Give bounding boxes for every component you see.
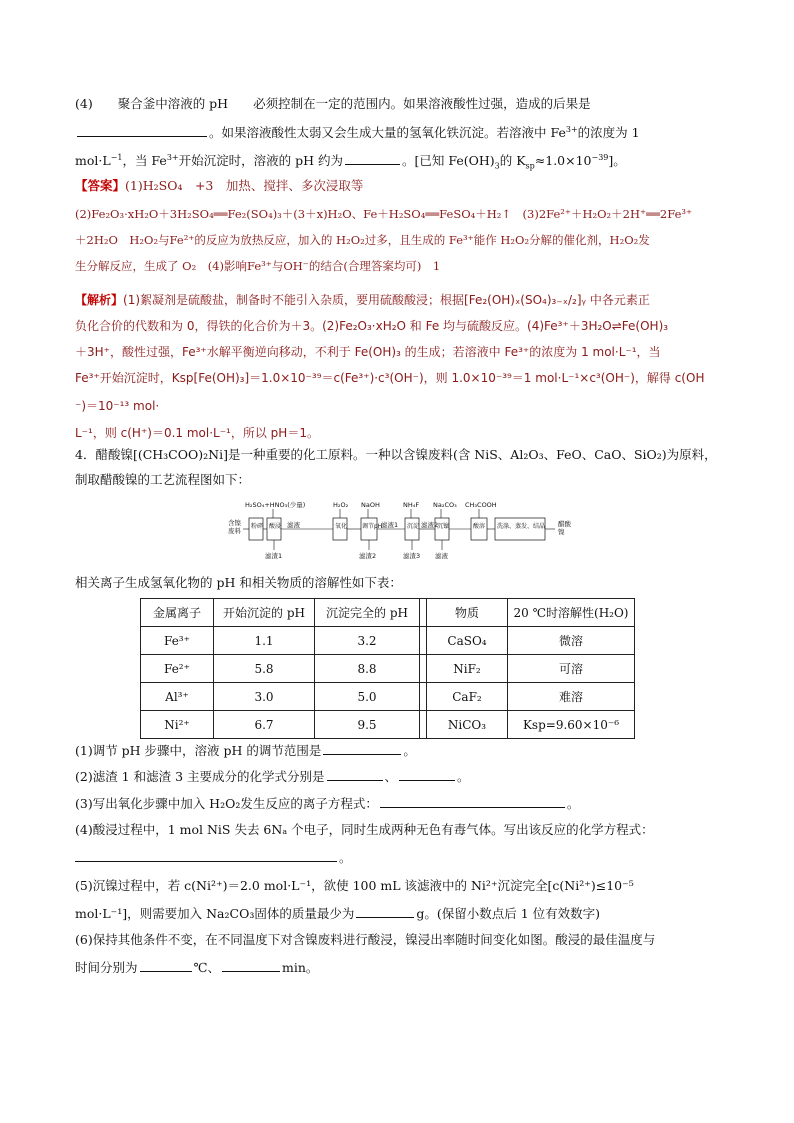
- table-cell: Al³⁺: [141, 683, 214, 711]
- table-sep: [420, 599, 427, 627]
- q4-sub4: (4)酸浸过程中，1 mol NiS 失去 6Nₐ 个电子，同时生成两种无色有毒气体。写出该反应的化学方程式：: [75, 822, 654, 837]
- table-cell: 1.1: [214, 627, 315, 655]
- flow-step: 调节pH: [362, 523, 383, 530]
- flow-reagent-arrows: [273, 509, 479, 518]
- flow-arrow-label: 滤液: [287, 521, 300, 529]
- flow-step: 酸溶: [473, 523, 486, 530]
- analysis-line2: 负化合价的代数和为 0，得铁的化合价为＋3。(2)Fe₂O₃·xH₂O 和 Fe 均与硫酸反应。(4)Fe³⁺＋3H₂O⇌Fe(OH)₃: [75, 319, 669, 333]
- q-part4-line1: (4) 聚合釜中溶液的 pH 必须控制在一定的范围内。如果溶液酸性过强，造成的后果是: [75, 96, 591, 111]
- analysis-line4: Fe³⁺开始沉淀时，Ksp[Fe(OH)₃]＝1.0×10⁻³⁹＝c(Fe³⁺)·c³(OH⁻)，则 1.0×10⁻³⁹＝1 mol·L⁻¹×c³(OH⁻)，解得 c(OH: [75, 371, 705, 385]
- answer-blank[interactable]: [77, 124, 207, 137]
- q4-sub1: (1)调节 pH 步骤中，溶液 pH 的调节范围是 。: [75, 743, 416, 758]
- table-cell: 5.0: [315, 683, 420, 711]
- flow-step: 洗涤、蒸发、结晶: [497, 523, 546, 530]
- flow-product: 镍: [558, 528, 565, 536]
- answer-blank[interactable]: [75, 849, 337, 862]
- table-cell: 5.8: [214, 655, 315, 683]
- table-cell: 6.7: [214, 711, 315, 739]
- answer-blank[interactable]: [356, 905, 414, 918]
- analysis-line5: ⁻)＝10⁻¹³ mol·: [75, 399, 160, 413]
- flow-reagent: H₂SO₄+HNO₃(少量): [245, 501, 306, 509]
- table-header: 沉淀完全的 pH: [315, 599, 420, 627]
- flow-reagents: [245, 500, 497, 509]
- table-cell: Ni²⁺: [141, 711, 214, 739]
- q4-sub5-line2: mol·L⁻¹]，则需要加入 Na₂CO₃固体的质量最少为 g。(保留小数点后 1 位有效数字): [75, 906, 600, 921]
- answer-blank[interactable]: [399, 768, 455, 781]
- flow-reagent: CH₃COOH: [465, 501, 497, 509]
- table-header: 20 ℃时溶解性(H₂O): [508, 599, 635, 627]
- table-cell: Fe³⁺: [141, 627, 214, 655]
- table-row: [141, 655, 635, 683]
- analysis-label: 【解析】: [75, 293, 124, 307]
- table-cell: CaF₂: [427, 683, 508, 711]
- flow-product: 醋酸: [558, 520, 571, 528]
- answer-blank[interactable]: [323, 742, 401, 755]
- flow-step: 沉淀: [407, 523, 420, 530]
- flow-arrows: [243, 529, 555, 550]
- table-cell: Fe²⁺: [141, 655, 214, 683]
- answer-blank[interactable]: [380, 795, 565, 808]
- answer-line3: ＋2H₂O H₂O₂与Fe²⁺的反应为放热反应，加入的 H₂O₂过多，且生成的 Fe³⁺能作 H₂O₂分解的催化剂，H₂O₂发: [75, 233, 650, 247]
- table-row: [141, 683, 635, 711]
- table-cell: 9.5: [315, 711, 420, 739]
- flow-step: 氧化: [335, 523, 348, 530]
- table-cell: Ksp=9.60×10⁻⁶: [508, 711, 635, 739]
- table-header: 金属离子: [141, 599, 214, 627]
- table-row: [141, 711, 635, 739]
- q-part4-line3: $mol\cdot L^{-1}$，当 $Fe^{3+}$开始沉淀时，溶液的 pH 约为 。[已知 $Fe(OH)_3$的 $K_{sp}\approx 1.0\times 10^{-39}$]。: [75, 152, 626, 171]
- process-flowchart: [225, 498, 575, 568]
- table-sep: [420, 711, 427, 739]
- flow-reagent: NH₄F: [403, 501, 420, 509]
- analysis-line1: 【解析】(1)絮凝剂是硫酸盐，制备时不能引入杂质，要用硫酸酸浸；根据[Fe₂(OH)ₓ(SO₄)₃₋ₓ/₂]ᵧ 中各元素正: [75, 293, 650, 307]
- table-cell: 难溶: [508, 683, 635, 711]
- analysis-line6: L⁻¹，则 c(H⁺)＝0.1 mol·L⁻¹，所以 pH＝1。: [75, 426, 319, 440]
- flow-output: 滤渣3: [403, 552, 421, 560]
- q4-sub6-line1: (6)保持其他条件不变，在不同温度下对含镍废料进行酸浸，镍浸出率随时间变化如图。酸浸的最佳温度与: [75, 932, 656, 947]
- table-cell: 3.2: [315, 627, 420, 655]
- flow-input: 废料: [228, 527, 241, 535]
- answer-line4: 生分解反应，生成了 O₂ (4)影响Fe³⁺与OH⁻的结合(合理答案均可) 1: [75, 259, 441, 273]
- answer-label: 【答案】: [75, 178, 126, 193]
- q4-sub4-blank: 。: [75, 849, 352, 866]
- answer-blank[interactable]: [345, 152, 400, 165]
- answer-blank[interactable]: [222, 959, 280, 972]
- table-header-row: [141, 599, 635, 627]
- table-cell: 可溶: [508, 655, 635, 683]
- q4-sub5-line1: (5)沉镍过程中，若 c(Ni²⁺)＝2.0 mol·L⁻¹，欲使 100 mL 该滤液中的 Ni²⁺沉淀完全[c(Ni²⁺)≤10⁻⁵: [75, 878, 634, 893]
- flow-output: 滤渣1: [265, 552, 283, 560]
- table-sep: [420, 627, 427, 655]
- table-cell: 8.8: [315, 655, 420, 683]
- table-intro: 相关离子生成氢氧化物的 pH 和相关物质的溶解性如下表：: [75, 575, 402, 590]
- flow-arrow-label: 滤液2: [421, 521, 439, 529]
- data-table: [140, 598, 635, 739]
- flow-step: 粉碎: [251, 523, 264, 530]
- flow-output: 滤液: [435, 552, 448, 560]
- answer-line1: 【答案】(1)H₂SO₄ +3 加热、搅拌、多次浸取等: [75, 178, 364, 193]
- table-header: 开始沉淀的 pH: [214, 599, 315, 627]
- answer-blank[interactable]: [140, 959, 192, 972]
- q-part4-line2: 。如果溶液酸性太弱又会生成大量的氢氧化铁沉淀。若溶液中 $Fe^{3+}$的浓度为 1: [75, 124, 640, 141]
- analysis-line3: ＋3H⁺，酸性过强，Fe³⁺水解平衡逆向移动，不利于 Fe(OH)₃ 的生成；若溶液中 Fe³⁺的浓度为 1 mol·L⁻¹，当: [75, 345, 661, 359]
- q4-sub2: (2)滤渣 1 和滤渣 3 主要成分的化学式分别是 、 。: [75, 769, 470, 784]
- flow-reagent: H₂O₂: [333, 501, 349, 509]
- answer-line2: (2)Fe₂O₃·xH₂O＋3H₂SO₄══Fe₂(SO₄)₃＋(3＋x)H₂O、Fe＋H₂SO₄══FeSO₄＋H₂↑ (3)2Fe²⁺＋H₂O₂＋2H⁺══2Fe³⁺: [75, 207, 693, 221]
- table-cell: 微溶: [508, 627, 635, 655]
- flow-arrow-label: 滤液1: [381, 521, 399, 529]
- table-cell: CaSO₄: [427, 627, 508, 655]
- table-sep: [420, 683, 427, 711]
- q4-sub6-line2: 时间分别为 ℃、 min。: [75, 960, 319, 975]
- table-sep: [420, 655, 427, 683]
- flow-input: 含镍: [228, 519, 241, 527]
- table-header: 物质: [427, 599, 508, 627]
- table-cell: NiF₂: [427, 655, 508, 683]
- flow-step: 沉镍: [437, 523, 450, 530]
- table-cell: 3.0: [214, 683, 315, 711]
- q4-intro-line1: 4．醋酸镍[(CH₃COO)₂Ni]是一种重要的化工原料。一种以含镍废料(含 NiS、Al₂O₃、FeO、CaO、SiO₂)为原料，: [75, 447, 717, 462]
- q4-sub3: (3)写出氧化步骤中加入 H₂O₂发生反应的离子方程式： 。: [75, 796, 580, 811]
- flow-reagent: Na₂CO₃: [433, 501, 457, 509]
- q4-intro-line2: 制取醋酸镍的工艺流程图如下：: [75, 472, 251, 487]
- table-cell: NiCO₃: [427, 711, 508, 739]
- flow-reagent: NaOH: [361, 501, 380, 509]
- table-row: [141, 627, 635, 655]
- flow-output: 滤渣2: [359, 552, 377, 560]
- answer-blank[interactable]: [327, 768, 383, 781]
- flow-step: 酸浸: [269, 523, 282, 530]
